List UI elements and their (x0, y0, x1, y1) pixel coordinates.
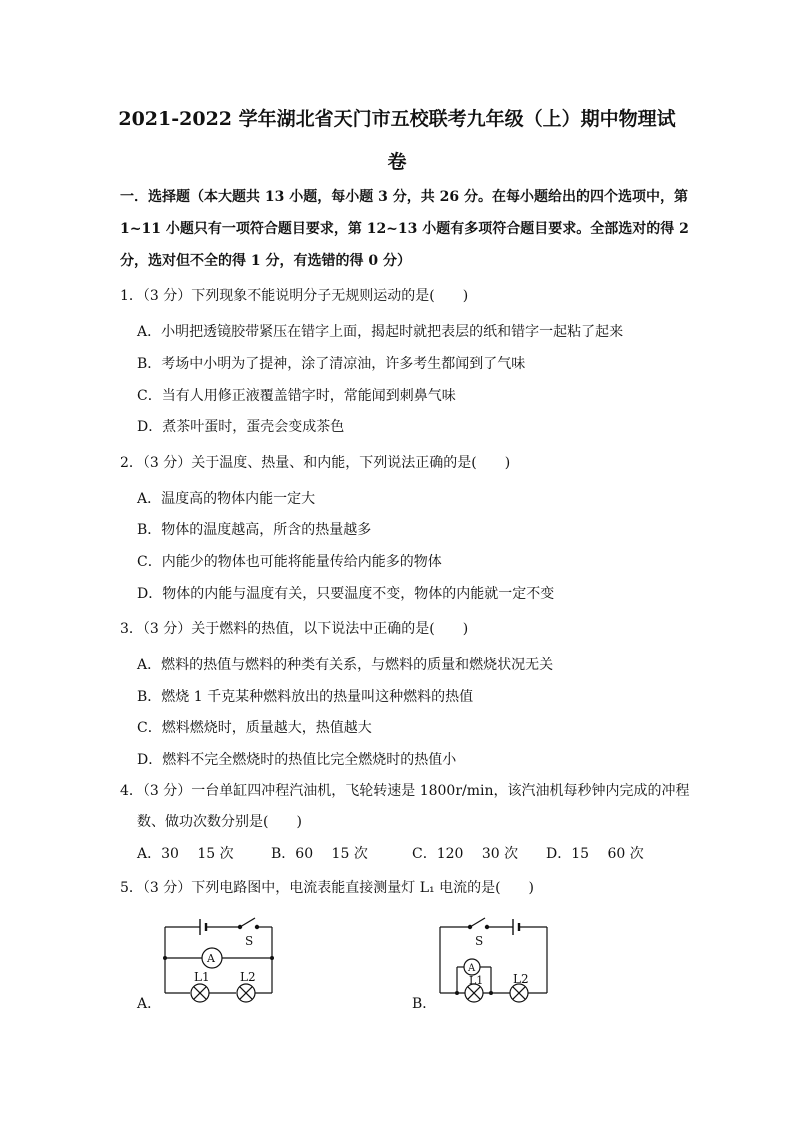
question-2-option-d: D．物体的内能与温度有关，只要温度不变，物体的内能就一定不变 (137, 586, 555, 602)
question-4-stem: 4．（3 分）一台单缸四冲程汽油机，飞轮转速是 1800r/min，该汽油机每秒钟内完成的冲程 (120, 783, 690, 799)
question-5-option-a: A． (137, 996, 162, 1012)
question-3-option-d: D．燃料不完全燃烧时的热值比完全燃烧时的热值小 (137, 752, 457, 768)
ammeter-label-a: A (207, 952, 215, 965)
circuit-diagram-a (150, 905, 290, 1007)
question-4-option-a: A．30 15 次 (137, 846, 234, 862)
question-4-options (137, 843, 697, 863)
question-3-option-a: A．燃料的热值与燃料的种类有关系，与燃料的质量和燃烧状况无关 (137, 657, 554, 673)
question-2-option-a: A．温度高的物体内能一定大 (137, 491, 316, 507)
question-5-option-b: B． (412, 996, 437, 1012)
question-3-stem: 3．（3 分）关于燃料的热值，以下说法中正确的是( ) (120, 621, 469, 637)
switch-label-b: S (475, 934, 484, 948)
page-title-cont: 卷 (387, 151, 407, 173)
lamp2-label-b: L2 (513, 972, 529, 986)
section-heading: 一．选择题（本大题共 13 小题，每小题 3 分，共 26 分。在每小题给出的四个选项中，第 (120, 189, 688, 205)
question-4-stem-cont: 数、做功次数分别是( ) (137, 814, 302, 830)
question-4-option-b: B．60 15 次 (271, 846, 368, 862)
section-heading-line2: 1~11 小题只有一项符合题目要求，第 12~13 小题有多项符合题目要求。全部选对的得 2 (120, 221, 689, 237)
question-2-stem: 2．（3 分）关于温度、热量、和内能，下列说法正确的是( ) (120, 455, 511, 471)
section-heading-line3: 分，选对但不全的得 1 分，有选错的得 0 分） (120, 253, 411, 269)
question-2-option-c: C．内能少的物体也可能将能量传给内能多的物体 (137, 554, 442, 570)
question-1-stem: 1．（3 分）下列现象不能说明分子无规则运动的是( ) (120, 288, 469, 304)
lamp1-label-a: L1 (194, 970, 210, 984)
lamp1-label-b: L1 (469, 974, 484, 987)
question-1-option-a: A．小明把透镜胶带紧压在错字上面，揭起时就把表层的纸和错字一起粘了起来 (137, 324, 624, 340)
ammeter-label-b: A (468, 963, 476, 974)
question-4-option-c: C．120 30 次 (412, 846, 519, 862)
question-3-option-b: B．燃烧 1 千克某种燃料放出的热量叫这种燃料的热值 (137, 689, 474, 705)
question-1-option-d: D．煮茶叶蛋时，蛋壳会变成茶色 (137, 419, 345, 435)
question-4-option-d: D．15 60 次 (546, 846, 644, 862)
question-2-option-b: B．物体的温度越高，所含的热量越多 (137, 522, 372, 538)
page-title: 2021-2022 学年湖北省天门市五校联考九年级（上）期中物理试 (118, 108, 676, 130)
circuit-diagram-b (425, 905, 565, 1007)
lamp2-label-a: L2 (240, 970, 256, 984)
switch-label-a: S (245, 934, 254, 948)
question-1-option-c: C．当有人用修正液覆盖错字时，常能闻到刺鼻气味 (137, 388, 456, 404)
question-5-stem: 5．（3 分）下列电路图中，电流表能直接测量灯 L₁ 电流的是( ) (120, 880, 534, 896)
question-3-option-c: C．燃料燃烧时，质量越大，热值越大 (137, 720, 372, 736)
question-1-option-b: B．考场中小明为了提神，涂了清凉油，许多考生都闻到了气味 (137, 356, 526, 372)
